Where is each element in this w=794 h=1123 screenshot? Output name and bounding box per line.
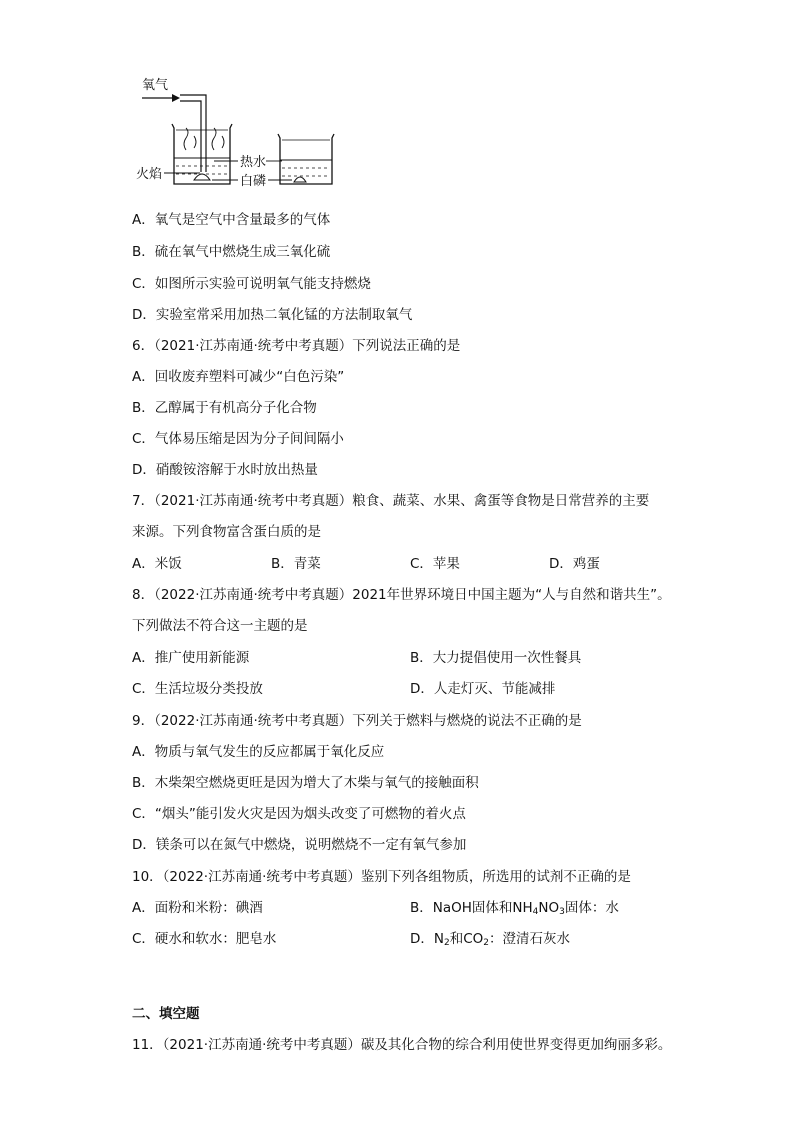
flame-wisp-3 [212, 128, 216, 150]
q6-stem: 6．（2021·江苏南通·统考中考真题）下列说法正确的是 [132, 338, 461, 354]
q9-stem: 9．（2022·江苏南通·统考中考真题）下列关于燃料与燃烧的说法不正确的是 [132, 713, 582, 729]
q10-option-b-post: 固体：水 [564, 900, 619, 916]
q9-option-d: D．镁条可以在氮气中燃烧，说明燃烧不一定有氧气参加 [132, 837, 467, 853]
q10-option-d [410, 929, 570, 953]
q8-stem-line2: 下列做法不符合这一主题的是 [132, 618, 308, 634]
right-beaker [278, 134, 334, 184]
beaker-diagram [134, 72, 394, 196]
q11-stem: 11．（2021·江苏南通·统考中考真题）碳及其化合物的综合利用使世界变得更加绚丽多彩。 [132, 1037, 672, 1053]
flame-label: 火焰 [136, 167, 163, 182]
glass-tube-outer [180, 95, 206, 172]
q7-stem-line1: 7．（2021·江苏南通·统考中考真题）粮食、蔬菜、水果、禽蛋等食物是日常营养的主要 [132, 493, 650, 509]
left-phosphorus [194, 174, 210, 180]
q9-option-c: C．“烟头”能引发火灾是因为烟头改变了可燃物的着火点 [132, 806, 466, 822]
q7-option-a: A．米饭 [132, 556, 182, 572]
q10-option-d-sub1: 2 [444, 938, 450, 948]
flame-wisp-2 [194, 136, 196, 148]
q7-option-c: C．苹果 [410, 556, 460, 572]
q7-option-d: D．鸡蛋 [549, 556, 600, 572]
q5-option-c: C．如图所示实验可说明氧气能支持燃烧 [132, 276, 371, 292]
flame-wisp-4 [222, 136, 224, 148]
white-phosphorus-label: 白磷 [240, 174, 267, 189]
q6-option-b: B．乙醇属于有机高分子化合物 [132, 400, 317, 416]
q8-option-a: A．推广使用新能源 [132, 650, 250, 666]
q5-option-a: A．氧气是空气中含量最多的气体 [132, 212, 331, 228]
q10-option-d-pre: D．N [410, 931, 444, 947]
q5-option-b: B．硫在氧气中燃烧生成三氧化硫 [132, 244, 331, 260]
q10-option-c: C．硬水和软水：肥皂水 [132, 931, 277, 947]
q10-option-b-mid: NO [538, 900, 560, 916]
q7-stem-line2: 来源。下列食物富含蛋白质的是 [132, 524, 321, 540]
q10-option-d-mid: 和CO [449, 931, 484, 947]
q6-option-a: A．回收废弃塑料可减少“白色污染” [132, 369, 345, 385]
q10-option-b-pre: B．NaOH固体和NH [410, 900, 533, 916]
right-phosphorus [294, 177, 306, 182]
q8-option-b: B．大力提倡使用一次性餐具 [410, 650, 582, 666]
q5-option-d: D．实验室常采用加热二氧化锰的方法制取氧气 [132, 307, 413, 323]
q8-option-d: D．人走灯灭、节能减排 [410, 681, 556, 697]
q6-option-c: C．气体易压缩是因为分子间间隔小 [132, 431, 344, 447]
glass-tube-inner [180, 101, 201, 172]
q10-option-b-sub2: 3 [559, 907, 565, 917]
q9-option-b: B．木柴架空燃烧更旺是因为增大了木柴与氧气的接触面积 [132, 775, 479, 791]
q10-option-a: A．面粉和米粉：碘酒 [132, 900, 263, 916]
q9-option-a: A．物质与氧气发生的反应都属于氧化反应 [132, 744, 385, 760]
q8-option-c: C．生活垃圾分类投放 [132, 681, 263, 697]
oxygen-label: 氧气 [142, 78, 169, 93]
q10-stem: 10．（2022·江苏南通·统考中考真题）鉴别下列各组物质，所选用的试剂不正确的是 [132, 869, 631, 885]
q7-option-b: B．青菜 [271, 556, 321, 572]
q8-stem-line1: 8．（2022·江苏南通·统考中考真题）2021年世界环境日中国主题为“人与自然和谐共生”。 [132, 587, 671, 603]
hot-water-label: 热水 [240, 155, 267, 170]
section-title-fill-in: 二、填空题 [132, 1006, 200, 1022]
q6-option-d: D．硝酸铵溶解于水时放出热量 [132, 462, 318, 478]
q10-option-d-sub2: 2 [483, 938, 490, 948]
q10-option-b [410, 898, 619, 922]
q10-option-b-sub1: 4 [532, 907, 539, 917]
oxygen-arrow-head-icon [172, 94, 180, 102]
q10-option-d-post: ：澄清石灰水 [489, 931, 571, 947]
flame-wisp-1 [184, 128, 188, 150]
experiment-figure [134, 72, 394, 196]
